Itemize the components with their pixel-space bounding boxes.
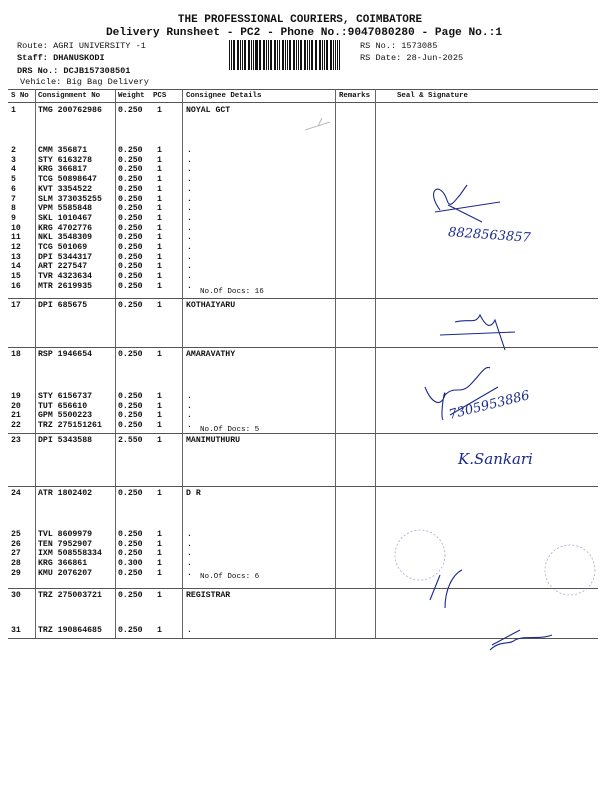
- row-consignment-no: TEN 7952907: [38, 539, 93, 549]
- row-sno: 18: [11, 350, 21, 359]
- consignee-marker: .: [187, 530, 192, 539]
- row-consignment-no: RSP 1946654: [38, 350, 93, 359]
- row-weight: 0.250: [118, 204, 143, 214]
- row-sno: 24: [11, 489, 21, 498]
- consignee-marker: .: [187, 233, 192, 243]
- row-weight: 0.250: [118, 184, 143, 194]
- col-pcs: PCS: [153, 92, 167, 100]
- row-weight: 0.250: [118, 165, 143, 175]
- vehicle: Vehicle: Big Bag Delivery: [20, 77, 149, 87]
- row-weight: 0.250: [118, 252, 143, 262]
- row-consignment-no: DPI 5343588: [38, 436, 93, 445]
- row-weight: 0.250: [118, 530, 143, 539]
- row-weight: 0.300: [118, 559, 143, 569]
- row-sno: 14: [11, 262, 21, 272]
- consignee-marker: .: [187, 401, 192, 411]
- consignee-marker: .: [187, 626, 192, 635]
- rs-date: RS Date: 28-Jun-2025: [360, 53, 464, 63]
- row-pcs: 1: [157, 233, 162, 243]
- stamp: [545, 545, 595, 595]
- consignee-marker: .: [187, 559, 192, 569]
- row-pcs: 1: [157, 252, 162, 262]
- row-pcs: 1: [157, 223, 162, 233]
- route: Route: AGRI UNIVERSITY -1: [17, 41, 146, 51]
- row-pcs: 1: [157, 559, 162, 569]
- row-sno: 4: [11, 165, 16, 175]
- consignee-marker: .: [187, 539, 192, 549]
- row-sno: 16: [11, 281, 21, 291]
- row-sno: 29: [11, 568, 21, 578]
- row-weight: 0.250: [118, 350, 143, 359]
- row-pcs: 1: [157, 301, 162, 310]
- row-pcs: 1: [157, 530, 162, 539]
- row-consignment-no: MTR 2619935: [38, 281, 93, 291]
- row-sno: 9: [11, 213, 16, 223]
- col-consignee: Consignee Details: [186, 92, 262, 100]
- row-consignment-no: ATR 1802402: [38, 489, 93, 498]
- consignee-marker: .: [187, 392, 192, 401]
- consignee-marker: .: [187, 165, 192, 175]
- row-consignment-no: CMM 356871: [38, 146, 88, 155]
- stamp: [395, 530, 445, 580]
- handwritten-phone-1: 8828563857: [447, 225, 532, 246]
- row-consignment-no: TRZ 275151261: [38, 421, 102, 431]
- row-consignment-no: STY 6163278: [38, 155, 93, 165]
- row-weight: 0.250: [118, 262, 143, 272]
- consignee-marker: .: [187, 223, 192, 233]
- signature: [434, 185, 500, 222]
- row-sno: 17: [11, 301, 21, 310]
- row-pcs: 1: [157, 146, 162, 155]
- row-weight: 0.250: [118, 489, 143, 498]
- drs-no: DRS No.: DCJB157308501: [17, 66, 131, 76]
- row-consignment-no: NKL 3548309: [38, 233, 93, 243]
- row-consignment-no: KMU 2076207: [38, 568, 93, 578]
- row-consignment-no: TVR 4323634: [38, 272, 93, 282]
- row-pcs: 1: [157, 568, 162, 578]
- row-pcs: 1: [157, 436, 162, 445]
- row-sno: 19: [11, 392, 21, 401]
- row-weight: 0.250: [118, 194, 143, 204]
- consignee-marker: .: [187, 421, 192, 431]
- consignee-marker: .: [187, 213, 192, 223]
- row-sno: 3: [11, 155, 16, 165]
- row-weight: 0.250: [118, 175, 143, 185]
- row-pcs: 1: [157, 281, 162, 291]
- row-pcs: 1: [157, 549, 162, 559]
- consignee-marker: .: [187, 175, 192, 185]
- row-pcs: 1: [157, 184, 162, 194]
- row-weight: 0.250: [118, 281, 143, 291]
- row-weight: 0.250: [118, 106, 143, 115]
- staff: Staff: DHANUSKODI: [17, 53, 105, 63]
- row-sno: 21: [11, 411, 21, 421]
- row-weight: 0.250: [118, 539, 143, 549]
- row-weight: 0.250: [118, 223, 143, 233]
- row-pcs: 1: [157, 626, 162, 635]
- signature: [440, 315, 515, 350]
- consignee-name: NOYAL GCT: [186, 106, 231, 115]
- row-pcs: 1: [157, 155, 162, 165]
- row-sno: 22: [11, 421, 21, 431]
- pencil-mark: [305, 118, 330, 130]
- row-pcs: 1: [157, 350, 162, 359]
- row-consignment-no: KRG 366817: [38, 165, 88, 175]
- col-weight: Weight: [118, 92, 145, 100]
- row-sno: 30: [11, 591, 21, 600]
- row-sno: 8: [11, 204, 16, 214]
- row-sno: 27: [11, 549, 21, 559]
- handwritten-name: K.Sankari: [458, 450, 533, 468]
- row-consignment-no: ART 227547: [38, 262, 88, 272]
- row-consignment-no: GPM 5500223: [38, 411, 93, 421]
- row-weight: 0.250: [118, 549, 143, 559]
- row-consignment-no: TRZ 190864685: [38, 626, 102, 635]
- row-pcs: 1: [157, 489, 162, 498]
- consignee-marker: .: [187, 272, 192, 282]
- row-consignment-no: TCG 501069: [38, 243, 88, 252]
- row-sno: 11: [11, 233, 21, 243]
- row-pcs: 1: [157, 272, 162, 282]
- consignee-marker: .: [187, 204, 192, 214]
- row-sno: 28: [11, 559, 21, 569]
- docs-count: No.Of Docs: 5: [200, 426, 260, 434]
- consignee-marker: .: [187, 281, 192, 291]
- consignee-marker: .: [187, 243, 192, 252]
- row-weight: 0.250: [118, 146, 143, 155]
- consignee-marker: .: [187, 155, 192, 165]
- row-sno: 1: [11, 106, 16, 115]
- row-sno: 5: [11, 175, 16, 185]
- row-consignment-no: TUT 656610: [38, 401, 88, 411]
- row-weight: 0.250: [118, 401, 143, 411]
- consignee-marker: .: [187, 262, 192, 272]
- row-pcs: 1: [157, 165, 162, 175]
- row-sno: 15: [11, 272, 21, 282]
- row-weight: 0.250: [118, 411, 143, 421]
- row-sno: 6: [11, 184, 16, 194]
- row-sno: 12: [11, 243, 21, 252]
- consignee-marker: .: [187, 252, 192, 262]
- consignee-marker: .: [187, 184, 192, 194]
- runsheet-subtitle: Delivery Runsheet - PC2 - Phone No.:9047080280 - Page No.:1: [105, 27, 503, 39]
- row-consignment-no: KRG 4702776: [38, 223, 93, 233]
- signature: [430, 570, 462, 608]
- row-sno: 7: [11, 194, 16, 204]
- row-consignment-no: SLM 373035255: [38, 194, 102, 204]
- consignee-name: D R: [186, 489, 201, 498]
- consignee-marker: .: [187, 411, 192, 421]
- row-sno: 10: [11, 223, 21, 233]
- row-pcs: 1: [157, 591, 162, 600]
- row-pcs: 1: [157, 262, 162, 272]
- row-consignment-no: VPM 5585848: [38, 204, 93, 214]
- row-pcs: 1: [157, 539, 162, 549]
- col-remarks: Remarks: [339, 92, 371, 100]
- row-weight: 0.250: [118, 421, 143, 431]
- row-consignment-no: IXM 508558334: [38, 549, 102, 559]
- row-weight: 0.250: [118, 213, 143, 223]
- row-weight: 0.250: [118, 272, 143, 282]
- docs-count: No.Of Docs: 6: [200, 573, 260, 581]
- row-weight: 0.250: [118, 568, 143, 578]
- row-consignment-no: KVT 3354522: [38, 184, 93, 194]
- row-sno: 31: [11, 626, 21, 635]
- row-sno: 23: [11, 436, 21, 445]
- company-title: THE PROFESSIONAL COURIERS, COIMBATORE: [177, 14, 423, 26]
- row-pcs: 1: [157, 213, 162, 223]
- consignee-name: MANIMUTHURU: [186, 436, 241, 445]
- row-weight: 0.250: [118, 233, 143, 243]
- row-consignment-no: TVL 8609979: [38, 530, 93, 539]
- row-consignment-no: SKL 1010467: [38, 213, 93, 223]
- row-sno: 26: [11, 539, 21, 549]
- row-pcs: 1: [157, 106, 162, 115]
- row-pcs: 1: [157, 392, 162, 401]
- signature: [490, 630, 552, 650]
- row-pcs: 1: [157, 421, 162, 431]
- consignee-marker: .: [187, 194, 192, 204]
- row-sno: 20: [11, 401, 21, 411]
- row-weight: 0.250: [118, 155, 143, 165]
- row-pcs: 1: [157, 194, 162, 204]
- row-sno: 25: [11, 530, 21, 539]
- row-consignment-no: TRZ 275003721: [38, 591, 102, 600]
- row-consignment-no: KRG 366861: [38, 559, 88, 569]
- row-consignment-no: DPI 5344317: [38, 252, 93, 262]
- row-pcs: 1: [157, 175, 162, 185]
- docs-count: No.Of Docs: 16: [200, 288, 264, 296]
- consignee-name: REGISTRAR: [186, 591, 231, 600]
- row-pcs: 1: [157, 411, 162, 421]
- row-sno: 13: [11, 252, 21, 262]
- row-pcs: 1: [157, 243, 162, 252]
- row-weight: 0.250: [118, 301, 143, 310]
- col-seal: Seal & Signature: [397, 92, 468, 100]
- row-weight: 2.550: [118, 436, 143, 445]
- col-consignment: Consignment No: [38, 92, 101, 100]
- row-sno: 2: [11, 146, 16, 155]
- consignee-marker: .: [187, 146, 192, 155]
- row-consignment-no: TCG 50898647: [38, 175, 97, 185]
- row-consignment-no: DPI 685675: [38, 301, 88, 310]
- row-weight: 0.250: [118, 626, 143, 635]
- row-weight: 0.250: [118, 243, 143, 252]
- consignee-name: AMARAVATHY: [186, 350, 236, 359]
- row-consignment-no: TMG 200762986: [38, 106, 102, 115]
- row-pcs: 1: [157, 204, 162, 214]
- row-weight: 0.250: [118, 392, 143, 401]
- consignee-name: KOTHAIYARU: [186, 301, 236, 310]
- col-sno: S No: [11, 92, 29, 100]
- consignee-marker: .: [187, 549, 192, 559]
- handwritten-phone-2: 7305953886: [447, 388, 532, 423]
- rs-no: RS No.: 1573085: [360, 41, 438, 51]
- row-pcs: 1: [157, 401, 162, 411]
- row-weight: 0.250: [118, 591, 143, 600]
- consignee-marker: .: [187, 568, 192, 578]
- row-consignment-no: STY 6156737: [38, 392, 93, 401]
